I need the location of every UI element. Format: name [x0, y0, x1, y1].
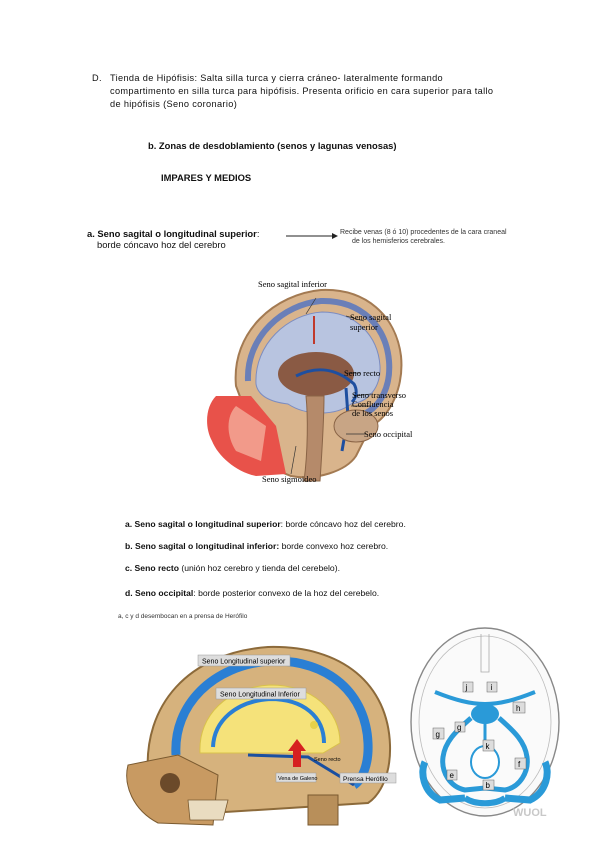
- list-item-b: [125, 541, 388, 551]
- seno-a-colon: :: [256, 228, 260, 239]
- desembocan-note: a, c y d desembocan en a prensa de Herófilo: [118, 613, 248, 620]
- label-vena-de-galeno: Vena de Galeno: [278, 776, 318, 782]
- figure-skull-sinuses: [118, 625, 402, 828]
- list-item-c-rest: (unión hoz cerebro y tienda del cerebelo).: [178, 563, 340, 573]
- label-seno-sagital-superior-2: superior: [350, 322, 378, 332]
- section-d-line1: Tienda de Hipófisis: Salta silla turca y cierra cráneo- lateralmente formando: [110, 73, 443, 83]
- label-seno-recto-2: Seno recto: [314, 757, 341, 763]
- sagittal-head-illustration: [196, 276, 440, 496]
- seno-sagital-superior-block: [87, 228, 259, 250]
- label-seno-occipital: Seno occipital: [364, 429, 413, 439]
- skull-sinuses-illustration: [118, 625, 402, 828]
- label-confluencia-2: de los senos: [352, 408, 394, 418]
- figure-sagittal-head: [196, 276, 440, 496]
- letter-e: e: [449, 771, 454, 780]
- impares-heading: IMPARES Y MEDIOS: [161, 172, 252, 183]
- recibe-note: [340, 228, 507, 246]
- section-d-line2: compartimento en silla turca para hipófisis. Presenta orificio en cara superior para tallo: [110, 86, 494, 96]
- cranial-base-diagram: [405, 622, 565, 822]
- label-seno-longitudinal-superior: Seno Longitudinal superior: [202, 658, 286, 666]
- section-d-paragraph: [92, 72, 532, 111]
- list-item-a-bold: a. Seno sagital o longitudinal superior: [125, 519, 281, 529]
- letter-i: i: [490, 683, 493, 692]
- watermark-text: WUOL: [513, 807, 547, 819]
- figure-cranial-base: [405, 622, 565, 822]
- seno-a-title: a. Seno sagital o longitudinal superior: [87, 228, 257, 239]
- label-seno-sagital-inferior: Seno sagital inferior: [258, 279, 327, 289]
- label-seno-sagital-superior-1: Seno sagital: [350, 312, 392, 322]
- seno-a-sub: borde cóncavo hoz del cerebro: [97, 239, 226, 250]
- list-item-b-rest: borde convexo hoz cerebro.: [279, 541, 389, 551]
- letter-h: h: [516, 704, 521, 713]
- label-prensa-herofilo: Prensa Herófilo: [343, 776, 388, 783]
- letter-b: b: [485, 781, 490, 790]
- section-d-line3: de hipófisis (Seno coronario): [110, 99, 238, 109]
- list-item-c: [125, 563, 340, 573]
- letter-f: f: [518, 760, 521, 769]
- list-item-d-bold: d. Seno occipital: [125, 588, 194, 598]
- zonas-heading: b. Zonas de desdoblamiento (senos y lagunas venosas): [148, 140, 397, 151]
- letter-j: j: [465, 683, 468, 692]
- recibe-line1: Recibe venas (8 ó 10) procedentes de la cara craneal: [340, 229, 507, 236]
- list-item-c-bold: c. Seno recto: [125, 563, 179, 573]
- list-item-a: [125, 519, 406, 529]
- list-item-b-bold: b. Seno sagital o longitudinal inferior:: [125, 541, 280, 551]
- letter-g-2: g: [457, 723, 462, 732]
- list-item-d: [125, 588, 379, 598]
- label-seno-sigmoideo: Seno sigmoideo: [262, 474, 317, 484]
- label-confluencia-1: Confluencia: [352, 399, 394, 409]
- label-seno-longitudinal-inferior: Seno Longitudinal Inferior: [220, 691, 300, 699]
- label-seno-recto: Seno recto: [344, 368, 381, 378]
- recibe-line2: de los hemisferios cerebrales.: [352, 238, 445, 245]
- letter-k: k: [485, 742, 490, 751]
- arrow-icon: [286, 232, 338, 240]
- list-item-a-rest: : borde cóncavo hoz del cerebro.: [280, 519, 406, 529]
- label-seno-transverso: Seno transverso: [352, 390, 407, 400]
- letter-g: g: [435, 730, 440, 739]
- section-d-label: D.: [92, 73, 102, 83]
- list-item-d-rest: : borde posterior convexo de la hoz del cerebelo.: [193, 588, 380, 598]
